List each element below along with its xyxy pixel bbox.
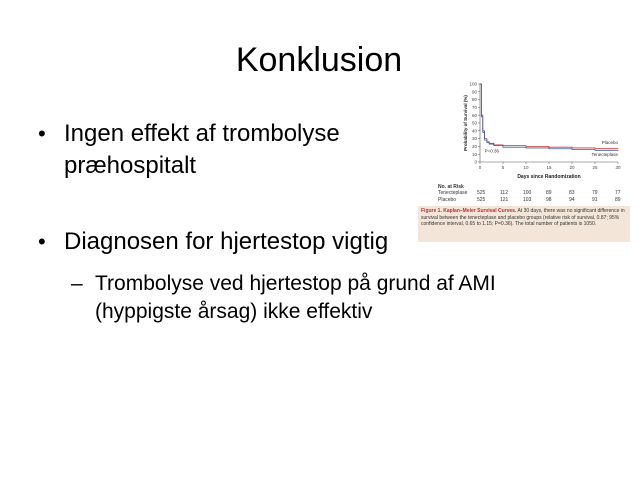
- series-line-tenecteplase: [480, 84, 618, 151]
- y-tick-label: 80: [471, 97, 477, 103]
- sub-bullet-dash: –: [71, 272, 83, 295]
- series-label-tenecteplase: Tenecteplase: [591, 151, 618, 157]
- at-risk-value: 103: [523, 197, 532, 203]
- bullet-dot: •: [38, 121, 46, 146]
- at-risk-value: 89: [546, 190, 552, 196]
- x-tick-label: 25: [592, 165, 598, 170]
- figure-caption: [418, 206, 630, 242]
- caption-title: Figure 1. Kaplan–Meier Survival Curves.: [421, 208, 517, 214]
- y-tick-label: 100: [469, 81, 477, 87]
- y-tick-label: 70: [471, 105, 477, 110]
- at-risk-value: 94: [569, 197, 575, 203]
- y-tick-label: 60: [471, 112, 477, 118]
- y-tick-label: 10: [471, 151, 477, 157]
- p-value-label: P=0.36: [484, 148, 499, 154]
- at-risk-value: 77: [615, 190, 621, 196]
- at-risk-value: 79: [592, 190, 598, 196]
- at-risk-header: No. at Risk: [438, 184, 464, 190]
- y-tick-label: 90: [471, 89, 477, 95]
- x-tick-label: 0: [478, 165, 482, 170]
- at-risk-row: [438, 197, 628, 204]
- series-label-placebo: Placebo: [601, 140, 618, 146]
- kaplan-meier-chart: [418, 78, 630, 184]
- series-line-placebo: [480, 84, 618, 149]
- y-tick-label: 50: [471, 120, 477, 126]
- at-risk-value: 89: [615, 197, 621, 203]
- at-risk-value: 91: [592, 197, 598, 203]
- at-risk-value: 525: [477, 197, 486, 203]
- y-tick-label: 40: [471, 128, 477, 134]
- x-tick-label: 5: [501, 165, 505, 170]
- at-risk-value: 100: [523, 190, 532, 196]
- x-tick-label: 10: [523, 165, 529, 170]
- slide-title: Konklusion: [235, 41, 403, 79]
- caption-body: At 30 days, there was no significant difference in survival between the tenecteplase and placebo groups (relative risk of survival, 0.87; 95% confidence interval, 0.65 to 1.15; P=0.36). The total number of patients is 1050.: [421, 208, 625, 228]
- at-risk-value: 112: [500, 190, 508, 196]
- bullet-item: [38, 118, 438, 182]
- at-risk-label: Placebo: [438, 197, 457, 203]
- sub-bullet-item: [71, 270, 571, 326]
- bullet-item: [38, 226, 458, 258]
- y-tick-label: 20: [471, 144, 477, 149]
- y-tick-label: 30: [471, 136, 477, 142]
- at-risk-value: 98: [546, 197, 552, 203]
- x-tick-label: 15: [546, 165, 552, 170]
- at-risk-table: [438, 184, 628, 204]
- x-axis-label: Days since Randomization: [517, 174, 581, 180]
- y-tick-label: 0: [474, 159, 477, 165]
- x-tick-label: 20: [569, 165, 575, 170]
- bullet-dot: •: [38, 229, 46, 254]
- at-risk-value: 121: [500, 197, 509, 203]
- at-risk-label: Tenecteplase: [438, 190, 468, 196]
- x-tick-label: 30: [615, 165, 621, 170]
- at-risk-value: 525: [477, 190, 486, 196]
- at-risk-row: [438, 190, 628, 197]
- y-axis-label: Probability of Survival (%): [463, 95, 468, 151]
- at-risk-value: 83: [569, 190, 575, 196]
- sub-bullet-text: Trombolyse ved hjertestop på grund af AMI (hyppigste årsag) ikke effektiv: [95, 272, 496, 323]
- bullet-text: Diagnosen for hjertestop vigtig: [64, 228, 389, 255]
- bullet-text: Ingen effekt af trombolyse præhospitalt: [64, 120, 340, 179]
- survival-figure: [418, 78, 630, 238]
